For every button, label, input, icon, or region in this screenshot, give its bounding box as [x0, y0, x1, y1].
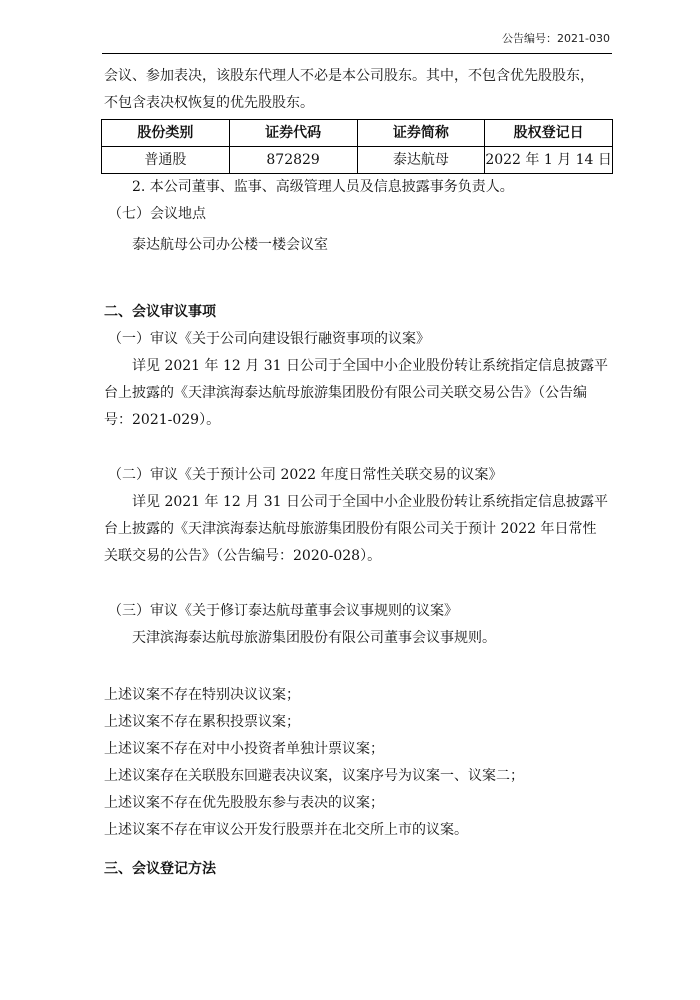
header-divider [102, 53, 612, 54]
table-header-cell: 股份类别 [102, 120, 230, 147]
intro-line-1: 会议、参加表决，该股东代理人不必是本公司股东。其中，不包含优先股股东， [104, 68, 594, 84]
motion-1-line-3: 号：2021-029）。 [104, 412, 221, 428]
motion-2-line-1: 详见 2021 年 12 月 31 日公司于全国中小企业股份转让系统指定信息披露平 [132, 494, 608, 510]
announcement-code: 公告编号：2021-030 [502, 32, 610, 45]
motion-note: 上述议案存在关联股东回避表决议案，议案序号为议案一、议案二； [104, 768, 524, 784]
table-cell: 2022 年 1 月 14 日 [485, 147, 613, 174]
spacer [104, 434, 614, 462]
section-3-title: 三、会议登记方法 [104, 861, 216, 877]
table-row [102, 147, 613, 174]
share-registration-table [101, 119, 613, 174]
motion-note: 上述议案不存在累积投票议案； [104, 714, 300, 730]
attendee-item-2: 2. 本公司董事、监事、高级管理人员及信息披露事务负责人。 [132, 179, 514, 195]
venue-title: （七）会议地点 [108, 206, 206, 222]
motion-2-line-2: 台上披露的《天津滨海泰达航母旅游集团股份有限公司关于预计 2022 年日常性 [104, 521, 597, 537]
table-header-cell: 股权登记日 [485, 120, 613, 147]
spacer [104, 570, 614, 598]
motion-1-title: （一）审议《关于公司向建设银行融资事项的议案》 [108, 331, 430, 347]
table-cell: 872829 [229, 147, 357, 174]
table-header-row [102, 120, 613, 147]
spacer [104, 652, 614, 682]
table-cell: 普通股 [102, 147, 230, 174]
motion-2-line-3: 关联交易的公告》（公告编号：2020-028）。 [104, 548, 382, 564]
intro-line-2: 不包含表决权恢复的优先股股东。 [104, 95, 314, 111]
motion-2-title: （二）审议《关于预计公司 2022 年度日常性关联交易的议案》 [108, 467, 503, 483]
motion-note: 上述议案不存在特别决议议案； [104, 687, 300, 703]
spacer [104, 844, 614, 856]
spacer [104, 259, 614, 299]
table-header-cell: 证券简称 [357, 120, 485, 147]
venue-text: 泰达航母公司办公楼一楼会议室 [132, 237, 328, 253]
section-2-title: 二、会议审议事项 [104, 304, 216, 320]
motion-3-title: （三）审议《关于修订泰达航母董事会议事规则的议案》 [108, 603, 458, 619]
motion-1-line-2: 台上披露的《天津滨海泰达航母旅游集团股份有限公司关联交易公告》（公告编 [104, 385, 587, 401]
table-header-cell: 证券代码 [229, 120, 357, 147]
motion-note: 上述议案不存在对中小投资者单独计票议案； [104, 741, 384, 757]
table-cell: 泰达航母 [357, 147, 485, 174]
motion-note: 上述议案不存在审议公开发行股票并在北交所上市的议案。 [104, 822, 468, 838]
motion-1-line-1: 详见 2021 年 12 月 31 日公司于全国中小企业股份转让系统指定信息披露平 [132, 358, 608, 374]
motion-3-line-1: 天津滨海泰达航母旅游集团股份有限公司董事会议事规则。 [132, 630, 496, 646]
document-body [104, 63, 614, 883]
motion-note: 上述议案不存在优先股股东参与表决的议案； [104, 795, 384, 811]
